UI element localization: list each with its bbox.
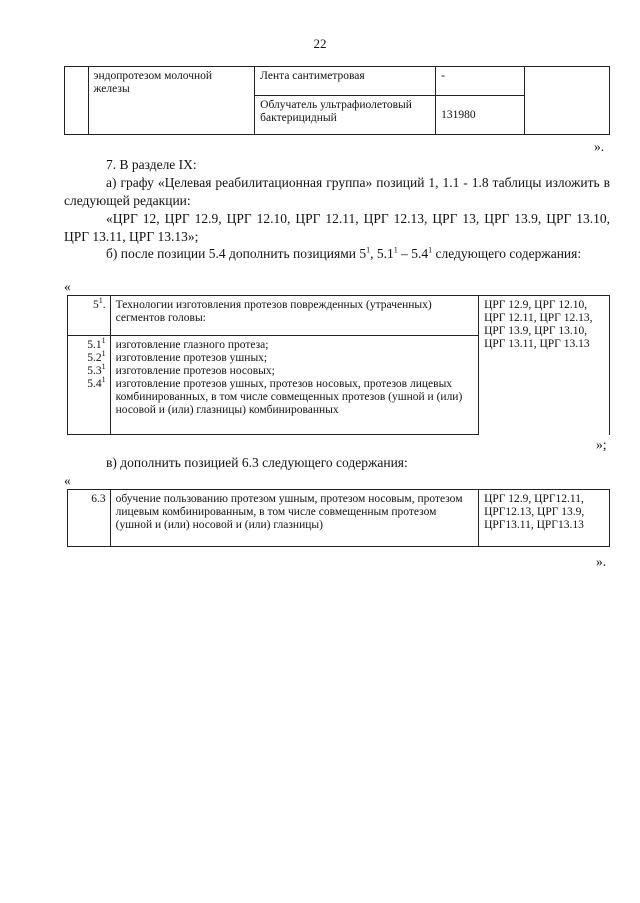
item-7c-text: в) дополнить позицией 6.3 следующего содержания: bbox=[106, 455, 408, 470]
item-7b-text: б) после позиции 5.4 дополнить позициями $5^1$, $5.1^1 - 5.4^1$ следующего содержания: bbox=[106, 245, 582, 261]
table1-row2-name: Облучатель ультрафиолетовый бактерицидный bbox=[255, 96, 436, 135]
item-7a-value: «ЦРГ 12, ЦРГ 12.9, ЦРГ 12.10, ЦРГ 12.11, ЦРГ 12.13, ЦРГ 13, ЦРГ 13.9, ЦРГ 13.10, ЦРГ 13.11, ЦРГ 13.13»; bbox=[64, 211, 610, 244]
empty-cell bbox=[65, 67, 89, 135]
table1-row1-name: Лента сантиметровая bbox=[255, 67, 436, 96]
position-description: обучение пользованию протезом ушным, протезом носовым, протезом лицевым комбинированным, в том числе совмещенным протезом (ушной и (или) носовой и (или) глазницы) bbox=[110, 490, 478, 547]
closing-quote-2: »; bbox=[596, 437, 607, 452]
item-7a-text: а) графу «Целевая реабилитационная группа» позиций 1, 1.1 - 1.8 таблицы изложить в следующей редакции: bbox=[64, 175, 610, 208]
item-7-heading: 7. В разделе IX: bbox=[106, 157, 197, 172]
position-number: $5^1$. bbox=[68, 296, 111, 336]
rehab-groups-cell: ЦРГ 12.9, ЦРГ12.11, ЦРГ12.13, ЦРГ 13.9, ЦРГ13.11, ЦРГ13.13 bbox=[479, 490, 610, 547]
table1-left-text: эндопротезом молочной железы bbox=[88, 67, 255, 135]
closing-quote-1: ». bbox=[594, 139, 605, 154]
opening-quote-1: « bbox=[64, 279, 71, 294]
positions-table bbox=[67, 295, 610, 435]
continued-table bbox=[64, 66, 610, 135]
position-description: Технологии изготовления протезов поврежденных (утраченных) сегментов головы: bbox=[110, 296, 478, 336]
empty-cell bbox=[525, 67, 610, 135]
sub-position-numbers: $5.1^1$ $5.2^1$ $5.3^1$ $5.4^1$ bbox=[68, 336, 111, 435]
position-6-3-table bbox=[67, 489, 610, 547]
table1-row1-code: - bbox=[436, 67, 525, 96]
sub-position-descriptions: изготовление глазного протеза; изготовление протезов ушных; изготовление протезов носовых; изготовление протезов ушных, протезов носовых, протезов лицевых комбинированных, в том числе совмещенных протезов (ушной и (или) носовой и (или) глазницы) комбинированных bbox=[110, 336, 478, 435]
closing-quote-3: ». bbox=[596, 554, 607, 569]
opening-quote-2: « bbox=[64, 473, 71, 488]
page-number: 22 bbox=[313, 36, 327, 51]
position-number: 6.3 bbox=[68, 490, 111, 547]
rehab-groups-cell: ЦРГ 12.9, ЦРГ 12.10, ЦРГ 12.11, ЦРГ 12.13, ЦРГ 13.9, ЦРГ 13.10, ЦРГ 13.11, ЦРГ 13.13 bbox=[479, 296, 610, 435]
table1-row2-code: 131980 bbox=[436, 96, 525, 135]
